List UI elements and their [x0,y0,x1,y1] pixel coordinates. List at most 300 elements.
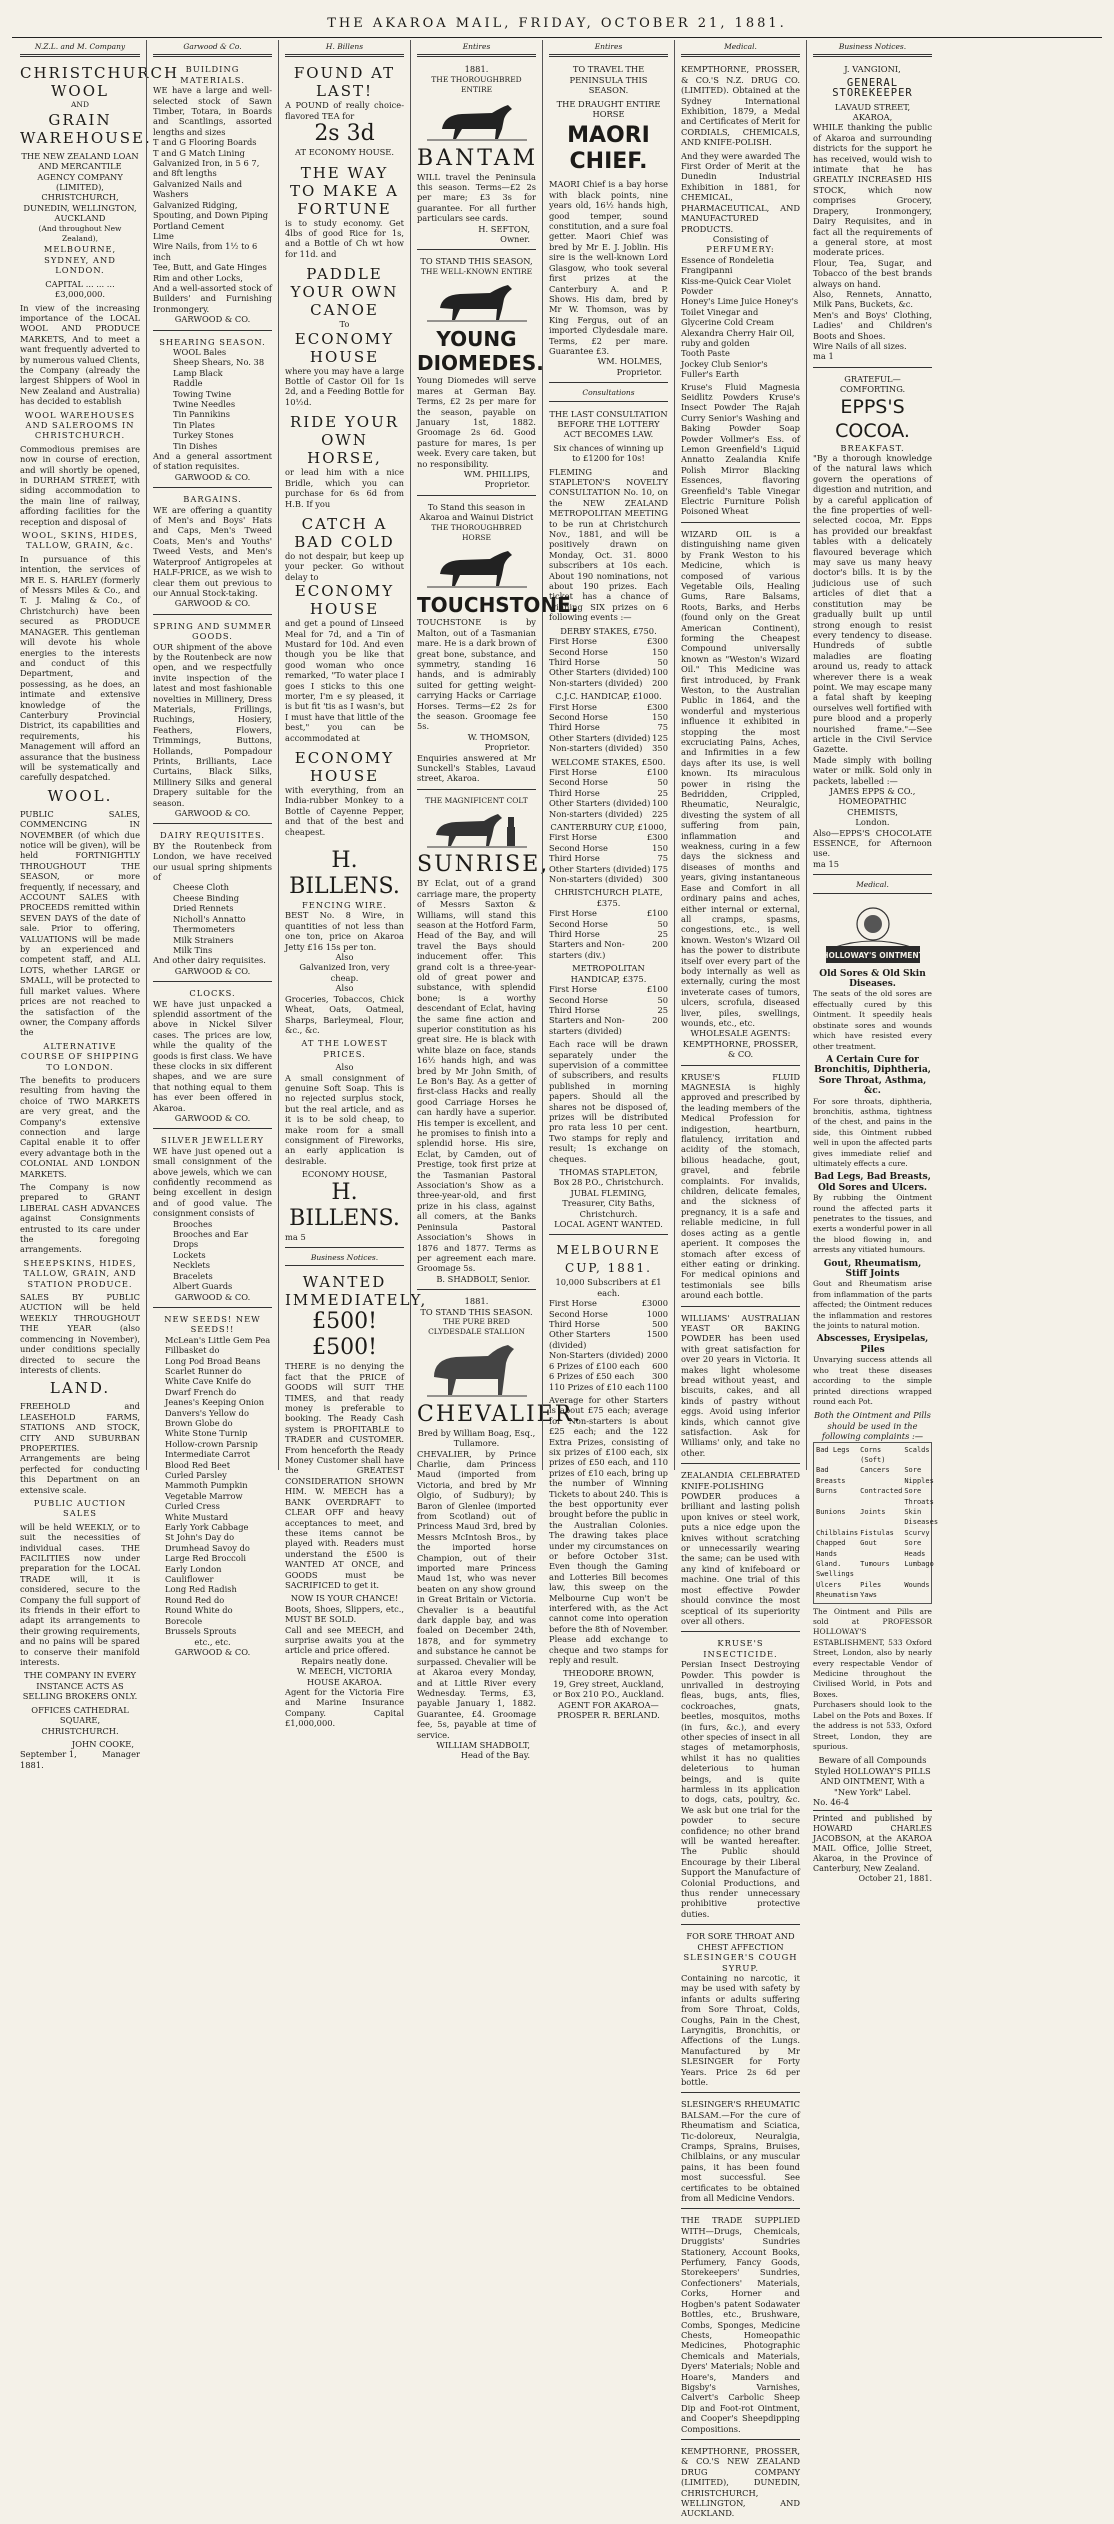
list-item: Sore Throats [904,1487,934,1506]
ad-body: with everything, from an India-rubber Monkey to a Bottle of Cayenne Pepper, and that of the best and cheapest. [285,785,404,837]
list-item: Bunions [816,1507,846,1516]
signature-role: Proprietor. [484,742,530,753]
ad-title: AND [71,100,89,110]
ad-body: ECONOMY HOUSE, [301,1169,388,1180]
list-item: Twine Needles [173,399,236,409]
ad-body: SLESINGER'S RHEUMATIC BALSAM.—For the cure of Rheumatism and Sciatica, Tic-doloreux, Neuralgia, Cramps, Sprains, Bruises, Chilblains, or any muscular pains, it has been found most successful. See certificates to be obtained from all Medicine Vendors. [681,2099,800,2204]
list-item: Chapped Hands [816,1539,846,1558]
holloway-emblem-icon [818,904,928,966]
ad-body: WILL travel the Peninsula this season. Terms—£2 2s per mare; £3 3s for guarantee. For all further particulars see cards. [417,171,536,224]
column-5 [542,40,674,1721]
signature: WM. HOLMES, [597,356,662,367]
table-row [549,864,668,874]
list-item: Tin Plates [173,419,215,430]
list-item: Contracted [860,1487,903,1496]
table-row [549,647,668,657]
holloway-ad [813,898,939,1890]
prize-label: First Horse [549,832,597,843]
prize-table [549,832,668,884]
list-item: McLean's Little Gem Pea [165,1334,271,1345]
ad-body: THERE is no denying the fact that the PRICE of GOODS will SUIT THE TIMES, and that ready money is preferable to booking. The Ready Cash system is PROFITABLE to TRADER and CUSTOMER. From henceforth the Ready Money Customer shall have the GREATEST CONSIDERATION SHOWN HIM. W. MEECH has a BANK OVERDRAFT to CLEAR OFF and heavy acceptances to meet, and these items cannot be played with. Readers must understand the £500 is WANTED AT ONCE, and GOODS must be SACRIFICED to get it. [285,1361,404,1590]
epps-cocoa-ad [813,371,932,875]
ad-body: By rubbing the Ointment round the affected parts it penetrates to the tissues, and exerts a wonderful power in all the blood flowing in, and arrests any vitiated humours. [813,1193,932,1255]
prize-amount: 125 [652,732,668,743]
ad-heading: To Stand this season in Akaroa and Wainui District [419,501,534,523]
ad-body: WHOLESALE AGENTS: KEMPTHORNE, PROSSER, & CO. [682,1028,799,1060]
ad-body: WE have just unpacked a splendid assortment of the above in Nickel Silver cases. The prices are low, while the quality of the goods is first class. We have these clocks in six different shapes, and we are sure that nothing equal to them has ever been offered in Akaroa. [153,998,272,1113]
ad-body: TOUCHSTONE is by Malton, out of a Tasmanian mare. He is a dark brown of great bone, substance, and symmetry, standing 16 hands, and is admirably suited for getting weight-carrying Hacks or Carriage Horses. Terms—£2 2s for the season. Groomage fee 5s. [417,617,536,732]
list-item: Early York Cabbage [165,1522,249,1533]
race-heading: CHRISTCHURCH PLATE, £375. [554,887,663,908]
ad-heading: TO STAND THIS SEASON. [420,1306,533,1317]
ad-heading: Both the Ointment and Pills should be used in the following complaints :— [814,1410,931,1442]
prize-label: Starters and Non-starters (div.) [549,939,625,960]
prize-amount: 200 [652,1015,668,1026]
ad-body: Average for other Starters is about £75 each; average for Non-starters is about £25 each; and the 122 Extra Prizes, consisting of six prizes of £100 each, six prizes of £50 each, and 110 prizes of £10 each, bring up the number of Winning Tickets to about 240. This is the best opportunity ever brought before the public in the Australian Colonies. The drawing takes place under my circumstances on or before October 31st. Even though the Gaming and Lotteries Bill becomes law, this sweep on the Melbourne Cup won't be interfered with, as the Act cannot come into operation before the 8th of November. Please add exchange to cheque and two stamps for reply and result. [549,1394,668,1666]
signature-role: HOMEOPATHIC CHEMISTS, [838,796,907,817]
horse-illustration [422,99,532,143]
prize-amount: 75 [657,853,668,864]
list-item: Honey's Lime Juice Honey's Toilet Vinegar and Glycerine Cold Cream [681,296,799,328]
race-heading: METROPOLITAN HANDICAP, £375. [570,963,647,984]
prize-label: Starters and Non-starters (divided) [549,1015,625,1036]
ad-body: WILLIAMS' AUSTRALIAN YEAST OR BAKING POWDER has been used with great satisfaction for over 20 years in Victoria. It makes light wholesome bread without yeast, and biscuits, cakes, and all kinds of pastry without eggs. Avoid using inferior kinds, which cannot give satisfaction. Ask for Williams' only, and take no other. [681,1312,800,1458]
ad-body: WHILE thanking the public of Akaroa and surrounding districts for the support he has received, would wish to intimate that he has GREATLY INCREASED HIS STOCK, which now comprises Grocery, Drapery, Ironmongery, Dairy Requisites, and in fact all the requirements of a general store, at most moderate prices. [813,122,932,258]
ad-heading: SILVER JEWELLERY [161,1135,264,1146]
clocks-ad [153,985,272,1129]
signature: THOMAS STAPLETON, [559,1167,658,1177]
imprint-date: October 21, 1881. [858,1874,932,1884]
ad-body: Purchasers should look to the Label on the Pots and Boxes. If the address is not 533, Oxford Street, London, they are spurious. [813,1700,932,1751]
list-item: Piles [860,1580,882,1589]
ad-body: Also [335,1062,354,1073]
williams-yeast-ad [681,1310,800,1465]
prize-label: Other Starters (divided) [549,798,651,809]
ad-body: WE have just opened out a small consignment of the above jewels, which we can confidently recommend as being excellent in design and of good value. The consignment consists of [153,1145,272,1219]
ad-body: or lead him with a nice Bridle, which you can purchase for 6s 6d from H.B. If you [285,467,404,509]
ad-body: CHEVALIER, by Prince Charlie, dam Princess Maud (imported from Victoria, and bred by Mr Olgio, of Sudbury); by Baron of Glenlee (imported from Scotland) out of Princess Maud 3rd, bred by Messrs McIntosh Bros., by the imported horse Champion, out of their imported mare Princess Maud 1st, who was never beaten on any show ground in Great Britain or Victoria. Chevalier is a beautiful dark dapple bay, and was foaled on December 24th, 1878, and for symmetry and substance he cannot be surpassed. Chevalier will be at Akaroa every Monday, and at Little River every Wednesday. Terms, £3, payable January 1, 1882. Guarantee, £4. Groomage fee, 5s, payable at time of service. [417,1448,536,1740]
prize-label: Non-starters (divided) [549,677,643,688]
ad-body: SALES BY PUBLIC AUCTION will be held WEEKLY THROUGHOUT THE YEAR (also commencing in November), under conditions specially directed to secure the interests of clients. [20,1292,140,1375]
list-item: Lime [153,230,174,241]
ad-title: ECONOMY HOUSE [294,582,395,619]
prize-amount: £300 [646,701,668,712]
list-item: Blood Red Beet [165,1459,231,1470]
ad-heading: DAIRY REQUISITES. [160,830,265,841]
signature-address: or Box 210 P.O., Auckland. [552,1689,665,1700]
list-item: Fillbasket do [165,1345,220,1356]
prize-label: 110 Prizes of £10 each [549,1381,645,1392]
ad-body: ZEALANDIA CELEBRATED KNIFE-POLISHING POWDER produces a brilliant and lasting polish upon knives or steel work, puts a nice edge upon the knives without scratching or unnecessarily wearing the same; can be used with any kind of knifeboard or machine. One trial of this most effective Powder should convince the most sceptical of its superiority over all others. [681,1470,800,1626]
ad-heading: Gout, Rheumatism, Stiff Joints [823,1258,922,1280]
ad-body: And a general assortment of station requisites. [153,451,272,472]
horse-name: SUNRISE, [417,852,550,878]
wizard-oil-ad [681,526,800,1066]
ad-heading: Bad Legs, Bad Breasts, Old Sores and Ulcers. [814,1172,931,1193]
ad-body: Groceries, Tobaccos, Chick Wheat, Oats, Oatmeal, Sharps, Barleymeal, Flour, &c., &c. [285,993,404,1035]
list-item: Brooches [173,1218,213,1229]
table-row [549,984,668,994]
column-3-heading: H. Billens [285,40,404,57]
fluid-magnesia-ad [681,1069,800,1307]
table-row [549,832,668,842]
ad-body: Flour, Tea, Sugar, and Tobacco of the best brands always on hand. [813,257,932,289]
item-list [153,347,272,451]
ad-title: CATCH A BAD COLD [294,514,395,551]
prize-amount: 50 [657,994,668,1005]
ad-heading: WOOL, SKINS, HIDES, TALLOW, GRAIN, &c. [21,530,139,551]
list-item: Rheumatism [816,1591,859,1600]
signature: JOHN COOKE, [71,1738,134,1749]
column-7 [806,40,939,1884]
prize-label: Third Horse [549,656,600,667]
item-list [681,255,800,380]
ad-body: Also—EPPS'S CHOCOLATE ESSENCE, for Afternoon use. [813,827,932,859]
item-list [153,137,272,283]
table-row [549,995,668,1005]
ad-title: CHRISTCHURCH WOOL [20,64,180,101]
consultation-ad [549,406,668,1236]
list-item: Dwarf French do [165,1386,237,1397]
ad-title: GENERAL STOREKEEPER [832,76,913,100]
ad-heading: PUBLIC AUCTION SALES [33,1497,127,1519]
list-item: Tee, Butt, and Gate Hinges [153,262,267,273]
company-cities: (And throughout New Zealand), [38,223,122,244]
ad-body: KEMPTHORNE, PROSSER, & CO.'S N.Z. DRUG CO. (LIMITED). Obtained at the Sydney International Exhibition, 1879, a Medal and Certificates of Merit for CORDIALS, CHEMICALS, AND KNIFE-POLISH. [681,64,800,148]
list-item: Jeanes's Keeping Onion [165,1397,265,1408]
list-item: Portland Cement [153,220,225,231]
list-item: Brooches and Ear Drops [173,1229,249,1250]
list-item: White Stone Turnip [165,1428,248,1439]
ad-body: In view of the increasing importance of the LOCAL WOOL AND PRODUCE MARKETS, And to meet a want frequently adverted to by numerous valued Clients, the Company (already the largest Shippers of Wool in New Zealand and Australia) has decided to establish [20,302,140,407]
list-item: Corns (Soft) [860,1445,886,1464]
ad-title: H. BILLENS. [289,848,400,900]
ad-body: To [339,319,350,330]
ad-body: "By a thorough knowledge of the natural laws which govern the operations of digestion and nutrition, and by a careful application of the fine properties of well-selected cocoa, Mr. Epps has provided our breakfast tables with a delicately flavoured beverage which may save us many heavy doctor's bills. It is by the judicious use of such articles of diet that a constitution may be gradually built up until strong enough to resist every tendency to disease. Hundreds of subtle maladies are floating around us, ready to attack wherever there is a weak point. We may escape many a fatal shaft by keeping ourselves well fortified with pure blood and a properly nourished frame."—See article in the Civil Service Gazette. [813,453,932,755]
ad-body: FLEMING and STAPLETON'S NOVELTY CONSULTATION No. 10, on the NEW ZEALAND METROPOLITAN MEETING to be run at Christchurch Nov., 1881, and will be positively drawn on Monday, Oct. 31. 8000 subscribers at 10s each. About 190 nominations, not about 190 prizes. Each ticket has a chance of winning SIX prizes on 6 following events :— [549,466,668,623]
table-row [549,1329,668,1350]
dairy-requisites-ad [153,827,272,982]
horse-illustration [422,546,532,590]
prize-amount: £3000 [641,1298,668,1309]
ad-heading: THE PURE BRED CLYDESDALE STALLION [428,1316,525,1337]
prize-label: Third Horse [549,1319,600,1330]
ad-body: FREEHOLD and LEASEHOLD FARMS, STATIONS AND STOCK, CITY AND SUBURBAN PROPERTIES. Arrangements are being perfected for conducting this Department on an extensive scale. [20,1401,140,1495]
list-item: Ulcers [816,1580,842,1589]
ad-body: And other dairy requisites. [153,955,266,966]
ad-body: Boots, Shoes, Slippers, etc., MUST BE SOLD. [285,1603,404,1625]
prize-table [549,1298,668,1392]
ad-body: PUBLIC SALES, COMMENCING IN NOVEMBER (of which due notice will be given), will be held FORTNIGHTLY THROUGHOUT THE SEASON, or more frequently, if necessary, and ACCOUNT SALES with PROCEEDS remitted within SEVEN DAYS of the date of sale. Prior to offering, VALUATIONS will be made by an experienced and competent staff, and ALL LOTS, whether LARGE or SMALL, will be protected to full market values. Where prices are not reached to the satisfaction of the owner, the Company affords the [20,808,140,1038]
ad-body: OUR shipment of the above by the Routenbeck are now open, and we respectfully invite inspection of the latest and most fashionable novelties in Millinery, Dress Materials, Frillings, Ruchings, Hosiery, Feathers, Flowers, Trimmings, Buttons, Hollands, Pompadour Prints, Brilliants, Lace Curtains, Black Silks, Millinery Silks and general Drapery suitable for the season. [153,641,272,808]
prize-label: Second Horse [549,1308,608,1319]
list-item: Lumbago [904,1560,934,1568]
prize-label: Third Horse [549,1004,600,1015]
prize-label: Second Horse [549,711,608,722]
list-item: Albert Guards [173,1281,233,1292]
race-heading: WELCOME STAKES, £500. [551,756,666,767]
ad-body: Also, Rennets, Annatto, Milk Pans, Buckets, &c. [813,288,932,310]
ad-heading: WOOL. [47,786,113,805]
list-item: Hollow-crown Parsnip [165,1438,258,1449]
prize-label: 6 Prizes of £100 each [549,1360,640,1371]
table-row [549,636,668,646]
ad-body: Each race will be drawn separately under the supervision of a committee of subscribers, and results published in morning papers. Should all the shares not be disposed of, prizes will be distributed pro rata less 10 per cent. Two stamps for reply and result; 1s exchange on cheques. [549,1039,668,1164]
ad-heading: THE WELL-KNOWN ENTIRE [420,266,533,276]
table-row [549,843,668,853]
prize-label: Third Horse [549,929,600,940]
table-row [549,939,668,960]
prize-table [549,767,668,819]
rheumatic-balsam-ad [681,2096,800,2209]
list-item: Galvanized Nails and Washers [153,178,243,200]
signature-address: London. [855,817,890,828]
knife-polish-ad [681,1467,800,1632]
drug-company-ad [681,2443,800,2524]
ad-title: ECONOMY HOUSE [294,329,395,366]
ad-heading: CLOCKS. [189,988,236,999]
signature: H. BILLENS. [289,1179,400,1231]
ad-body: Enquiries answered at Mr Sunckell's Stables, Lavaud street, Akaroa. [417,752,536,784]
signature: W. MEECH, VICTORIA HOUSE AKAROA. [296,1666,393,1687]
company-name: THE NEW ZEALAND LOAN AND MERCANTILE AGENCY COMPANY (LIMITED), [21,150,139,193]
prize-amount: 25 [657,787,668,798]
ad-title: FOUND AT LAST! [293,64,396,101]
list-item: Cheese Cloth [173,882,229,893]
prize-label: Second Horse [549,842,608,853]
ad-heading: NEW SEEDS! NEW SEEDS!! [164,1313,261,1335]
ad-body: Beware of all Compounds Styled HOLLOWAY'S PILLS AND OINTMENT, With a "New York" Label. [814,1755,931,1797]
list-item: Large Red Broccoli [165,1553,247,1564]
ad-code: No. 46-4 [813,1796,850,1807]
table-row [549,1371,668,1381]
list-item: White Cave Knife do [165,1376,252,1387]
ad-body: THE TRADE SUPPLIED WITH—Drugs, Chemicals, Druggists' Sundries Stationery, Account Books, Perfumery, Fancy Goods, Storekeepers' Sundries, Confectioners' Materials, Corks, Horner and Hogben's patent Sodawater Bottles, etc., Brushware, Combs, Sponges, Medicine Chests, Homeopathic Medicines, Photographic Chemicals and Materials, Dyers' Materials; Noble and Hoare's, Manders and Bigsby's Varnishes, Calvert's Carbolic Sheep Dip and Foot-rot Ointment, and Cooper's Sheepdipping Compositions. [681,2215,800,2434]
ad-body: WIZARD OIL is a distinguishing name given by Frank Weston to his Medicine, which is composed of various Vegetable Oils, Healing Gums, Rare Balsams, Roots, Barks, and Herbs (found only on the Great American Continent), forming the Cheapest Compound universally known as "Weston's Wizard Oil." This Medicine was first introduced, by Frank Weston, to the Australian Public in 1864, and the wonderful and mysterious influence it exhibited in stopping the most excruciating Pains, Aches, and Infirmities in a few days after its use, is well known. Its miraculous power in rising the Bedridden, Crippled, Rheumatic, Neuralgic, divesting the system of all suffering from pain, inflammation and weakness, curing in a few days the sickness and diseases of months and years, giving instantaneous Ease and Comfort in all ordinary pains and aches, either internal or external, all cramps, spasms, congestions, etc., is well known. Weston's Wizard Oil has the power to distribute itself over every part of the body internally as well as externally, curing the most inveterate cases of tumors, ulcers, scrofula, diseased liver, piles, swellings, wounds, etc., etc. [681,528,800,1028]
list-item: Tumours [860,1560,890,1568]
ad-year: 1881. [464,1296,489,1307]
signature: GARWOOD & CO. [174,1113,251,1123]
meech-ad [285,1270,428,1733]
table-row [549,722,668,732]
signature: PROSPER R. BERLAND. [557,1710,660,1721]
prize-amount: 300 [652,874,668,885]
billens-ad [285,845,404,1248]
prize-amount: 600 [652,1360,668,1371]
prize-table [549,908,668,960]
list-item: Round Red do [165,1594,225,1605]
list-item: Sheep Shears, No. 38 [173,357,265,368]
table-row [549,1005,668,1015]
table-row [549,712,668,722]
table-row [549,788,668,798]
prize-label: Non-Starters (divided) [549,1350,644,1361]
ad-heading: KRUSE'S INSECTICIDE. [703,1638,778,1659]
table-row [549,798,668,808]
list-item: WOOL Bales [173,346,227,357]
list-item: Gout [860,1539,878,1548]
ad-body: Commodious premises are now in course of erection, and will shortly be opened, in DURHAM STREET, with siding accommodation to the main line of railway, affording facilities for the reception and disposal of [20,443,140,527]
prize-label: First Horse [549,984,597,995]
list-item: Scalds [904,1445,930,1454]
list-item: Chilblains [816,1528,859,1537]
list-item: Cheese Binding [173,892,240,903]
prize-amount: 2000 [646,1350,668,1361]
ad-code: ma 15 [813,858,840,869]
list-item: T and G Match Lining [153,147,245,158]
ad-body: Young Diomedes will serve mares at German Bay. Terms, £2 2s per mare for the season, payable on January 1st, 1882. Groomage 2s 6d. Good pasture for mares, 1s per week. Every care taken, but no responsibility. [417,375,536,469]
list-item: Scurvy [904,1528,930,1537]
ad-heading: BARGAINS. [183,494,242,505]
prize-label: Other Starters (divided) [549,1329,611,1350]
prize-label: Second Horse [549,777,608,788]
list-item: T and G Flooring Boards [153,137,257,148]
prize-amount: £100 [646,984,668,995]
ad-title: GRAIN WAREHOUSE. [20,110,152,147]
prize-table [549,702,668,754]
prize-label: First Horse [549,766,597,777]
ad-heading: A Certain Cure for Bronchitis, Diphtheria, Sore Throat, Asthma, &c. [814,1054,931,1097]
column-5-heading: Entires [549,40,668,57]
list-item: Sore Heads [904,1539,926,1558]
list-item: Thermometers [173,924,235,935]
business-notices-heading: Business Notices. [285,1251,404,1266]
list-item: Intermediate Carrot [165,1449,250,1460]
signature: GARWOOD & CO. [174,808,251,819]
column-2-heading: Garwood & Co. [153,40,272,57]
prize-label: Non-starters (divided) [549,808,643,819]
list-item: Long Pod Broad Beans [165,1355,261,1366]
list-item: Tooth Paste [681,348,730,359]
list-item: Sore Nipples [904,1466,934,1485]
spring-goods-ad [153,618,272,825]
bantam-ad [417,61,539,250]
ad-heading: THE LAST CONSULTATION BEFORE THE LOTTERY ACT BECOMES LAW. [549,408,668,440]
ad-body: BY the Routenbeck from London, we have received our usual spring shipments of [153,840,272,883]
prize-amount: 225 [652,808,668,819]
ad-heading: BREAKFAST. [840,442,905,453]
list-item: Long Red Radish [165,1584,237,1595]
signature-role: Head of the Bay. [460,1750,530,1761]
item-list [153,1219,272,1292]
prize-amount: 100 [652,798,668,809]
list-item: Burns [816,1487,838,1496]
list-item: Nicholl's Annatto [173,913,246,924]
ad-body: Men's and Boys' Clothing, Ladies' and Children's Boots and Shoes. [813,309,932,341]
ad-body: Kruse's Fluid Magnesia Seidlitz Powders Kruse's Insect Powder The Rajah Curry Senior's Washing and Baking Powder Soap Powder Vollmer's Ess. of Lemon Greenfield's Liquid Annatto Zealandia Knife Polish Mirror Blacking Essences, flavoring Greenfield's Table Vinegar Electric Furniture Polish Poisoned Wheat [681,381,800,517]
ad-body: 10,000 Subscribers at £1 each. [555,1277,662,1298]
list-item: Essence of Rondeletia Frangipanni [681,254,775,276]
ad-body: BY Eclat, out of a grand carriage mare, the property of Messrs Saxton & Williams, will stand this season at the Hotford Farm, Head of the Bay, and will travel the Bays should inducement offer. This grand colt is a three-year-old of great power and substance, with splendid bone; is a worthy descendant of Eclat, having the same fine action and superior constitution as his great sire. He is black with white blaze on face, stands 16½ hands high, and was bred by Mr John Smith, of Le Bon's Bay. As a getter of first-class Hacks and really good Carriage Horses he can hardly have a superior. His temper is excellent, and he promises to finish into a splendid horse. His sire, Eclat, by Camden, out of Prestige, took first prize at the Tasmanian Pastoral Association's Show as a three-year-old, and first prize in his class, against all comers, at the Banks Peninsula Pastoral Association's Shows in 1876 and 1877. Terms as per agreement each mare. Groomage 5s. [417,878,536,1274]
ad-body: A POUND of really choice-flavored TEA for [285,100,404,121]
company-cities: MELBOURNE, SYDNEY, AND LONDON. [43,244,117,276]
ad-body: KRUSE'S FLUID MAGNESIA is highly approved and prescribed by the leading members of the Medical Profession for indigestion, heartburn, flatulency, irritation and acidity of the stomach, bilious headache, gout, gravel, and febrile complaints. For invalids, children, delicate females, and the sickness of pregnancy, it is a safe and reliable medicine, in full doses acting as a gentle aperient. It composes the stomach after excess of either eating or drinking. For medical opinions and testimonials see bills around each bottle. [681,1071,800,1301]
signature: WM. PHILLIPS, [463,468,530,479]
ad-title: RIDE YOUR OWN HORSE, [289,413,400,468]
ad-heading: FENCING WIRE. [302,900,387,911]
list-item: Round White do [165,1605,233,1616]
prize-amount: 100 [652,667,668,678]
ad-body: Wire Nails of all sizes. [813,340,907,351]
prize-label: First Horse [549,1298,597,1309]
prize-amount: 350 [652,743,668,754]
prize-label: Other Starters (divided) [549,667,651,678]
cough-syrup-ad [681,1928,800,2093]
table-row [549,777,668,787]
table-row [549,1361,668,1371]
prize-label: First Horse [549,636,597,647]
list-item: Necklets [173,1260,210,1271]
prize-amount: 25 [657,1004,668,1015]
ad-title: THE WAY TO MAKE A FORTUNE [289,163,400,218]
table-row [549,667,668,677]
list-item: Curled Parsley [165,1470,227,1480]
list-item: Wounds [904,1580,930,1589]
ad-date: September 1, 1881. [20,1749,77,1770]
signature: GARWOOD & CO. [174,965,251,976]
list-item: Early London Cauliflower [165,1563,222,1585]
ad-body: WE are offering a quantity of Men's and Boys' Hats and Caps, Men's Tweed Coats, Men's and Youths' Tweed Vests, and Men's Waterproof Antigropeles at HALF-PRICE, as we wish to clear them out previous to our Annual Stock-taking. [153,504,272,598]
shearing-season-ad [153,334,272,489]
prize-label: 6 Prizes of £50 each [549,1371,635,1382]
ad-heading: GRATEFUL—COMFORTING. [839,373,906,395]
horse-name: YOUNG DIOMEDES. [417,327,544,376]
prize-amount: 500 [652,1319,668,1330]
prize-label: Non-starters (divided) [549,874,643,885]
young-diomedes-ad [417,253,544,495]
economy-house-ad [285,61,404,842]
ad-heading: BUILDING MATERIALS. [180,64,245,85]
signature: GARWOOD & CO. [174,314,251,325]
signature: GARWOOD & CO. [174,598,251,609]
list-item: Towing Twine [173,388,232,399]
holloway-label: HOLLOWAY'S OINTMENT [821,950,924,960]
list-item: Scarlet Runner do [165,1365,242,1376]
ad-body: KEMPTHORNE, PROSSER, & CO.'S NEW ZEALAND DRUG COMPANY (LIMITED), DUNEDIN, CHRISTCHURCH, WELLINGTON, AND AUCKLAND. [681,2445,800,2519]
signature-address: Treasurer, City Baths, Christchurch. [562,1198,655,1219]
column-6-heading: Medical. [681,40,800,57]
list-item: Wire Nails, from 1½ to 6 inch [153,241,258,262]
horse-illustration [422,809,532,849]
table-row [549,657,668,667]
kempthorne-ad [681,61,800,522]
signature-role: Manager [102,1749,140,1760]
prize-amount: 50 [657,777,668,788]
table-row [549,853,668,863]
ad-body: Unvarying success attends all who treat these diseases according to the simple printed directions wrapped round each Pot. [813,1355,932,1406]
ad-heading: Old Sores & Old Skin Diseases. [819,968,926,990]
ad-body: where you may have a large Bottle of Castor Oil for 1s 2d, and a Feeding Bottle for 10½d. [285,365,404,407]
list-item: Danvers's Yellow do [165,1407,249,1418]
signature: W. THOMSON, [467,731,530,742]
table-row [549,908,668,918]
prize-amount: 200 [652,677,668,688]
list-item: Fistulas [860,1528,894,1537]
ad-body: Also [335,983,354,994]
list-item: Kiss-me-Quick Cear Violet Powder [681,275,792,296]
table-row [549,1309,668,1319]
list-item: Skin Diseases [904,1507,939,1527]
ad-heading: SHEEPSKINS, HIDES, TALLOW, GRAIN, AND STATION PRODUCE. [23,1257,137,1289]
prize-amount: £100 [646,766,668,777]
horse-name: CHEVALIER. [417,1401,583,1427]
prize-amount: 50 [657,656,668,667]
list-item: St John's Day do [165,1532,235,1543]
price: 2s 3d [314,121,375,147]
prize-label: Third Horse [549,722,600,733]
prize-label: First Horse [549,701,597,712]
ad-body: Call and see MEECH, and surprise awaits you at the article and price offered. [285,1624,404,1656]
